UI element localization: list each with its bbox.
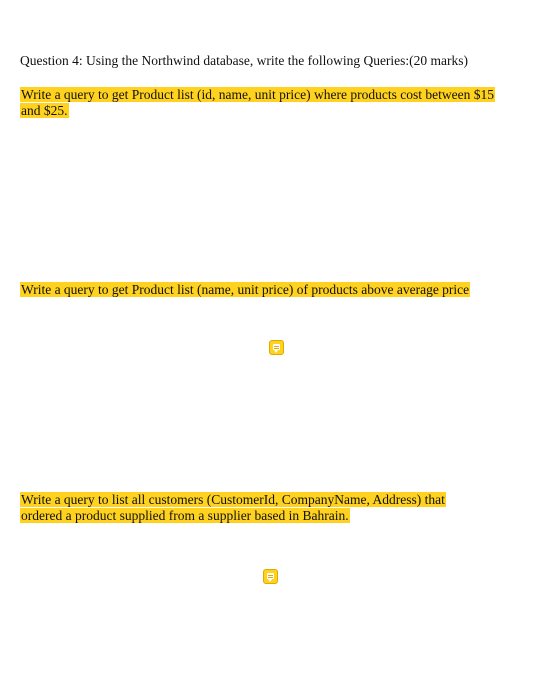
question-heading: Question 4: Using the Northwind database, write the following Queries:(20 marks) <box>20 53 469 68</box>
comment-icon[interactable] <box>269 340 284 355</box>
question-prompt-2 <box>20 282 510 298</box>
question-prompt-3 <box>20 492 480 524</box>
comment-icon[interactable] <box>263 569 278 584</box>
question-prompt-1 <box>20 87 500 119</box>
highlighted-text: Write a query to get Product list (name, unit price) of products above average price <box>21 282 470 297</box>
highlighted-text: Write a query to get Product list (id, name, unit price) where products cost between $15 and $25. <box>21 87 494 118</box>
highlighted-text: Write a query to list all customers (CustomerId, CompanyName, Address) that ordered a product supplied from a supplier based in Bahrain. <box>21 492 445 523</box>
